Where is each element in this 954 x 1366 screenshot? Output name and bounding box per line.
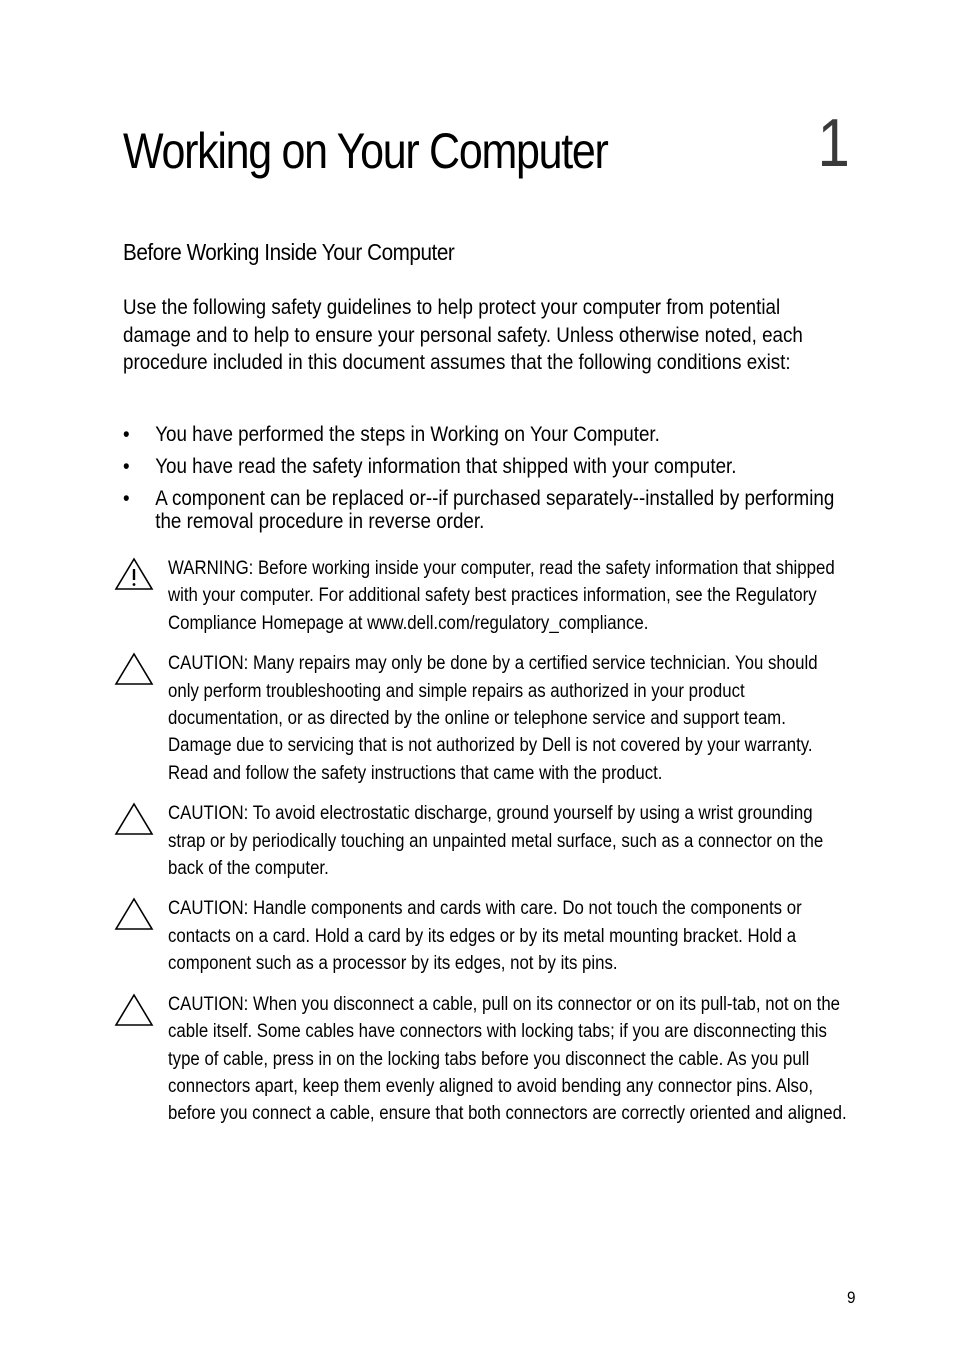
- notice-text: CAUTION: Many repairs may only be done by a certified service technician. You should only perform troubleshooting and simple repairs as authorized in your product documentation, or as directed by the online or telephone service and support team. Damage due to servicing that is not authorized by Dell is not covered by your warranty. Read and follow the safety instructions that came with the product.: [168, 653, 818, 784]
- safety-notices: [114, 555, 954, 1141]
- notice-text: CAUTION: When you disconnect a cable, pull on its connector or on its pull-tab, not on the cable itself. Some cables have connectors with locking tabs; if you are disconnecting this type of cable, press in on the locking tabs before you disconnect the cable. As you pull connectors apart, keep them evenly aligned to avoid bending any connector pins. Also, before you connect a cable, ensure that both connectors are correctly oriented and aligned.: [168, 993, 847, 1125]
- page-number: 9: [846, 1288, 855, 1307]
- notice-text: WARNING: Before working inside your computer, read the safety information that shipped with your computer. For additional safety best practices information, see the Regulatory Compliance Homepage at www.dell.com/regulatory_compliance.: [168, 558, 835, 634]
- caution-icon: [114, 897, 154, 931]
- chapter-title: Working on Your Computer: [123, 123, 608, 179]
- caution-icon: [114, 993, 154, 1027]
- section-heading: Before Working Inside Your Computer: [123, 239, 455, 265]
- bullet-mark: •: [123, 423, 130, 446]
- list-item-text: You have performed the steps in Working on Your Computer.: [155, 423, 660, 446]
- list-item: [123, 423, 852, 446]
- warning-notice: [114, 555, 954, 637]
- warning-icon: [114, 557, 154, 591]
- notice-text: CAUTION: Handle components and cards with care. Do not touch the components or contacts on a card. Hold a card by its edges or by its metal mounting bracket. Hold a component such as a processor by its edges, not by its pins.: [168, 898, 802, 975]
- caution-notice: [114, 895, 954, 977]
- caution-icon: [114, 802, 154, 836]
- bullet-mark: •: [123, 487, 130, 510]
- list-item-text: You have read the safety information that shipped with your computer.: [155, 455, 737, 478]
- intro-paragraph: Use the following safety guidelines to help protect your computer from potential damage and to help to ensure your personal safety. Unless otherwise noted, each procedure included in this document assumes that the following conditions exist:: [123, 296, 803, 374]
- list-item-text: A component can be replaced or--if purchased separately--installed by performing the removal procedure in reverse order.: [155, 487, 835, 533]
- conditions-list: [123, 423, 852, 542]
- chapter-number: 1: [817, 105, 850, 181]
- caution-notice: [114, 991, 954, 1128]
- list-item: [123, 455, 852, 478]
- list-item: [123, 487, 852, 533]
- caution-notice: [114, 650, 954, 787]
- caution-notice: [114, 800, 954, 882]
- notice-text: CAUTION: To avoid electrostatic discharge, ground yourself by using a wrist grounding strap or by periodically touching an unpainted metal surface, such as a connector on the back of the computer.: [168, 803, 824, 880]
- bullet-mark: •: [123, 455, 130, 478]
- caution-icon: [114, 652, 154, 686]
